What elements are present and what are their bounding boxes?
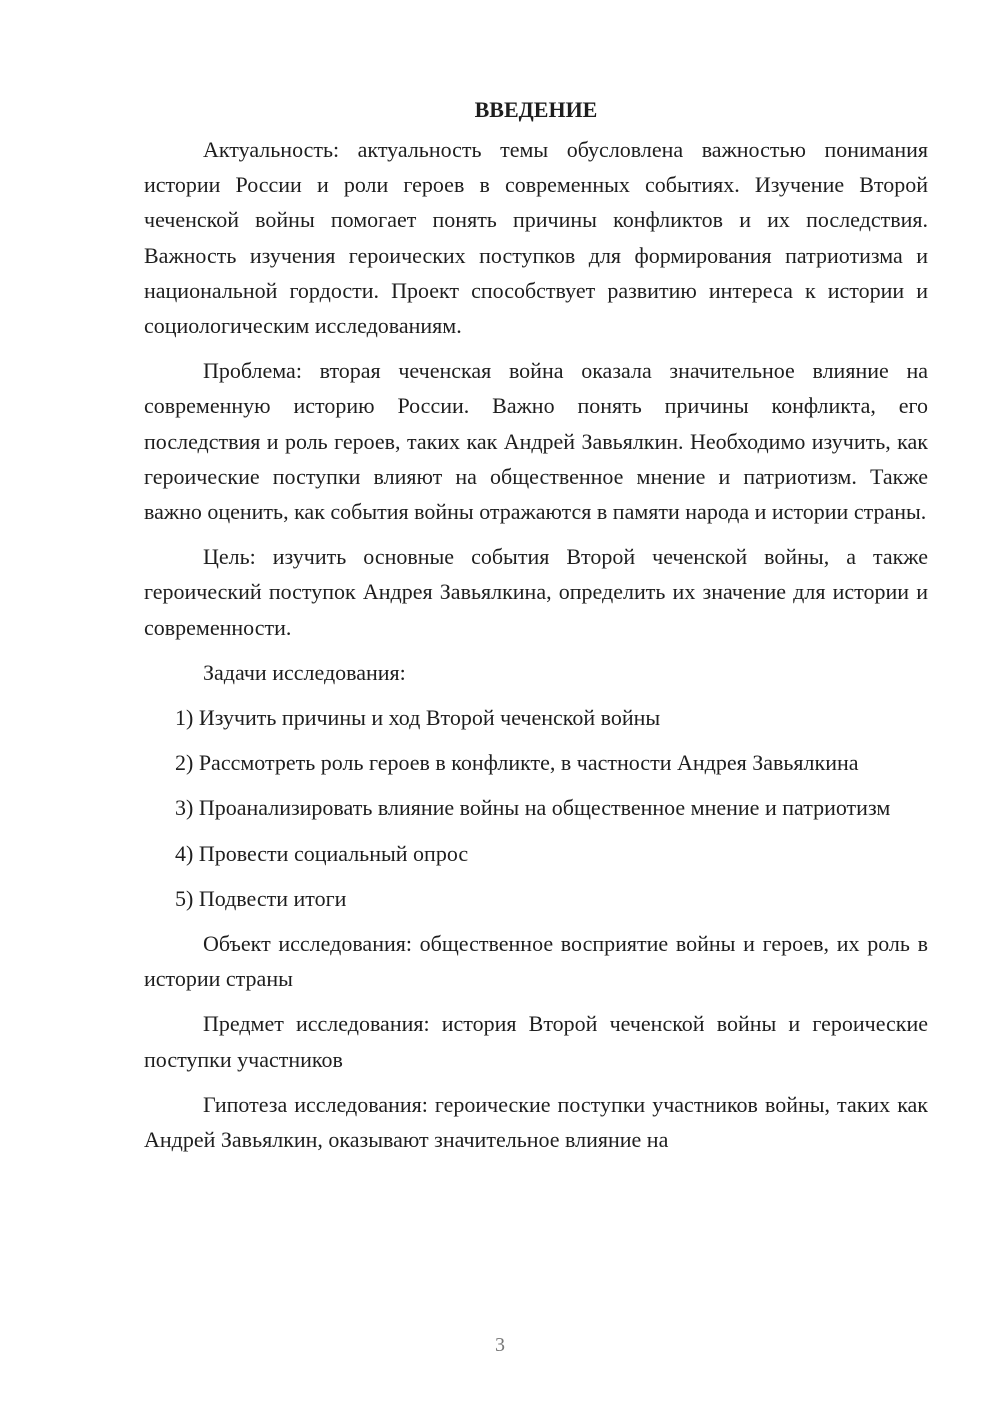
- tasks-heading: Задачи исследования:: [203, 659, 406, 685]
- hypothesis-paragraph: Гипотеза исследования: героические поступки участников войны, таких как Андрей Завьялкин, оказывают значительное влияние на: [144, 1091, 928, 1153]
- page-title: ВВЕДЕНИЕ: [474, 97, 598, 122]
- goal-paragraph: Цель: изучить основные события Второй чеченской войны, а также героический поступок Андрея Завьялкина, определить их значение для истории и современности.: [144, 544, 928, 640]
- page-number: 3: [495, 1334, 505, 1356]
- object-paragraph: Объект исследования: общественное восприятие войны и героев, их роль в истории страны: [144, 931, 928, 992]
- task-item: 4) Провести социальный опрос: [175, 840, 469, 866]
- task-item: 2) Рассмотреть роль героев в конфликте, в частности Андрея Завьялкина: [175, 750, 859, 776]
- task-item: 1) Изучить причины и ход Второй чеченской войны: [175, 705, 661, 731]
- task-item: 3) Проанализировать влияние войны на общественное мнение и патриотизм: [175, 795, 891, 821]
- subject-paragraph: Предмет исследования: история Второй чеченской войны и героические поступки участников: [144, 1011, 928, 1072]
- document-page: [144, 92, 928, 1167]
- problem-paragraph: Проблема: вторая чеченская война оказала значительное влияние на современную историю России. Важно понять причины конфликта, его последствия и роль героев, таких как Андрей Завьялкин. Необходимо изучить, как героические поступки влияют на общественное мнение и патриотизм. Также важно оценить, как события войны отражаются в памяти народа и истории страны.: [144, 358, 928, 525]
- task-item: 5) Подвести итоги: [175, 885, 347, 911]
- relevance-paragraph: Актуальность: актуальность темы обусловлена важностью понимания истории России и роли героев в современных событиях. Изучение Второй чеченской войны помогает понять причины конфликтов и их последствия. Важность изучения героических поступков для формирования патриотизма и национальной гордости. Проект способствует развитию интереса к истории и социологическим исследованиям.: [144, 137, 928, 339]
